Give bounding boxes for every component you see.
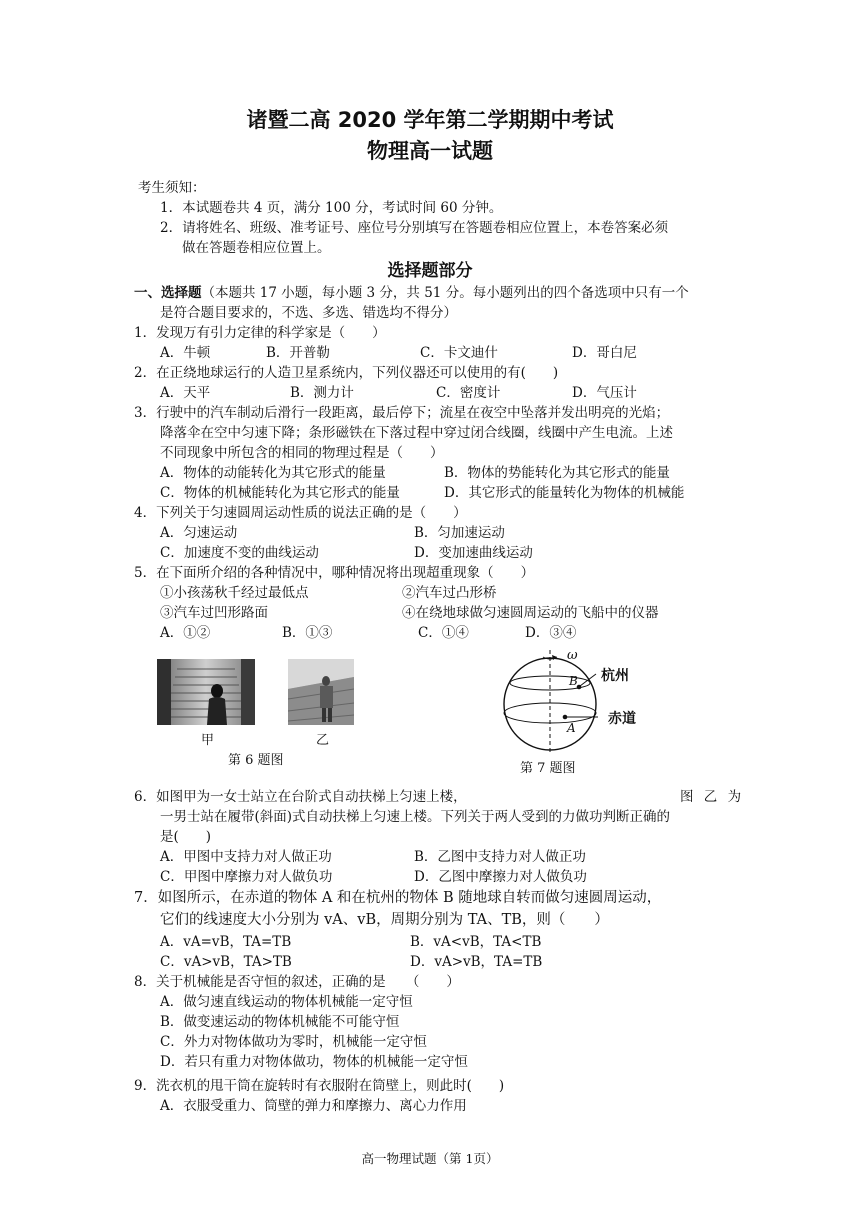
q3-stem-line2: 降落伞在空中匀速下降；条形磁铁在下落过程中穿过闭合线圈，线圈中产生电流。上述 bbox=[160, 425, 673, 441]
omega-label: ω bbox=[567, 648, 578, 663]
q5-option-b: B．①③ bbox=[282, 625, 333, 641]
q7-option-b: B．vA<vB，TA<TB bbox=[410, 934, 542, 950]
q6-stem-line1: 6．如图甲为一女士站立在台阶式自动扶梯上匀速上楼， bbox=[134, 789, 467, 805]
q9-option-a: A．衣服受重力、筒壁的弹力和摩擦力、离心力作用 bbox=[160, 1098, 467, 1114]
q8-option-a: A．做匀速直线运动的物体机械能一定守恒 bbox=[160, 994, 413, 1010]
q8-option-c: C．外力对物体做功为零时，机械能一定守恒 bbox=[160, 1034, 427, 1050]
q2-stem: 2．在正绕地球运行的人造卫星系统内，下列仪器还可以使用的有( ) bbox=[134, 365, 559, 381]
part-label: 一、选择题 bbox=[134, 285, 202, 301]
q4-stem: 4．下列关于匀速圆周运动性质的说法正确的是（ ） bbox=[134, 505, 467, 521]
q2-option-d: D．气压计 bbox=[572, 385, 637, 401]
escalator-photo-a bbox=[157, 659, 255, 725]
q6-stem-line3: 是( ) bbox=[160, 829, 212, 845]
q4-option-a: A．匀速运动 bbox=[160, 525, 238, 541]
q8-option-d: D．若只有重力对物体做功，物体的机械能一定守恒 bbox=[160, 1054, 468, 1070]
fig6-label-b: 乙 bbox=[316, 733, 330, 748]
q6-stem-line1-right: 图 乙 为 bbox=[680, 789, 742, 805]
notice-item-2-cont: 做在答题卷相应位置上。 bbox=[182, 240, 331, 256]
q4-option-b: B．匀加速运动 bbox=[414, 525, 505, 541]
q6-stem-line2: 一男士站在履带(斜面)式自动扶梯上匀速上楼。下列关于两人受到的力做功判断正确的 bbox=[160, 809, 671, 825]
q5-stem: 5．在下面所介绍的各种情况中，哪种情况将出现超重现象（ ） bbox=[134, 565, 535, 581]
q1-option-b: B．开普勒 bbox=[266, 345, 330, 361]
q5-case-2: ②汽车过凸形桥 bbox=[402, 585, 497, 601]
q7-stem-line1: 7．如图所示，在赤道的物体 A 和在杭州的物体 B 随地球自转而做匀速圆周运动， bbox=[134, 890, 662, 906]
section-title: 选择题部分 bbox=[387, 261, 473, 281]
hangzhou-label: 杭州 bbox=[601, 668, 629, 684]
q4-option-c: C．加速度不变的曲线运动 bbox=[160, 545, 319, 561]
earth-globe bbox=[504, 650, 598, 754]
q1-option-c: C．卡文迪什 bbox=[420, 345, 498, 361]
notice-item-1: 1．本试题卷共 4 页，满分 100 分，考试时间 60 分钟。 bbox=[160, 200, 503, 216]
part-desc-cont: 是符合题目要求的，不选、多选、错选均不得分） bbox=[160, 305, 457, 321]
q7-option-d: D．vA>vB，TA=TB bbox=[410, 954, 543, 970]
q3-option-c: C．物体的机械能转化为其它形式的能量 bbox=[160, 485, 400, 501]
fig6-label-a: 甲 bbox=[201, 733, 215, 748]
exam-subtitle: 物理高一试题 bbox=[367, 139, 493, 163]
q7-option-c: C．vA>vB，TA>TB bbox=[160, 954, 292, 970]
q5-option-c: C．①④ bbox=[418, 625, 469, 641]
page-footer: 高一物理试题（第 1页） bbox=[361, 1151, 499, 1166]
q5-case-3: ③汽车过凹形路面 bbox=[160, 605, 268, 621]
q2-option-a: A．天平 bbox=[160, 385, 211, 401]
q5-case-4: ④在绕地球做匀速圆周运动的飞船中的仪器 bbox=[402, 605, 659, 621]
q1-option-a: A．牛顿 bbox=[160, 345, 211, 361]
q3-option-b: B．物体的势能转化为其它形式的能量 bbox=[444, 465, 670, 481]
exam-title: 诸暨二高 2020 学年第二学期期中考试 bbox=[246, 108, 614, 132]
fig6-caption: 第 6 题图 bbox=[228, 753, 284, 768]
q3-stem-line1: 3．行驶中的汽车制动后滑行一段距离，最后停下；流星在夜空中坠落并发出明亮的光焰； bbox=[134, 405, 670, 421]
q7-option-a: A．vA=vB，TA=TB bbox=[160, 934, 292, 950]
q5-option-a: A．①② bbox=[160, 625, 211, 641]
q6-option-a: A．甲图中支持力对人做正功 bbox=[160, 849, 332, 865]
q9-stem: 9．洗衣机的甩干筒在旋转时有衣服附在筒壁上，则此时( ) bbox=[134, 1078, 505, 1094]
part-heading bbox=[134, 281, 689, 301]
q8-option-b: B．做变速运动的物体机械能不可能守恒 bbox=[160, 1014, 400, 1030]
q3-option-a: A．物体的动能转化为其它形式的能量 bbox=[160, 465, 386, 481]
q6-option-d: D．乙图中摩擦力对人做负功 bbox=[414, 869, 587, 885]
q2-option-b: B．测力计 bbox=[290, 385, 354, 401]
fig7-caption: 第 7 题图 bbox=[520, 761, 576, 776]
point-b-label: B bbox=[569, 674, 578, 688]
equator-label: 赤道 bbox=[608, 711, 636, 727]
q7-stem-line2: 它们的线速度大小分别为 vA、vB，周期分别为 TA、TB，则（ ） bbox=[160, 912, 609, 928]
point-a-label: A bbox=[567, 721, 576, 735]
q5-case-1: ①小孩荡秋千经过最低点 bbox=[160, 585, 309, 601]
escalator-photo-b bbox=[288, 659, 354, 725]
q4-option-d: D．变加速曲线运动 bbox=[414, 545, 533, 561]
notice-item-2: 2．请将姓名、班级、准考证号、座位号分别填写在答题卷相应位置上，本卷答案必须 bbox=[160, 220, 669, 236]
q1-option-d: D．哥白尼 bbox=[572, 345, 637, 361]
part-desc: （本题共 17 小题，每小题 3 分，共 51 分。每小题列出的四个备选项中只有一个 bbox=[201, 285, 689, 301]
notice-heading: 考生须知： bbox=[138, 180, 206, 196]
q8-stem: 8．关于机械能是否守恒的叙述，正确的是 （ ） bbox=[134, 974, 460, 990]
q5-option-d: D．③④ bbox=[525, 625, 577, 641]
q2-option-c: C．密度计 bbox=[436, 385, 501, 401]
q1-stem: 1．发现万有引力定律的科学家是（ ） bbox=[134, 325, 386, 341]
q6-option-c: C．甲图中摩擦力对人做负功 bbox=[160, 869, 333, 885]
q3-option-d: D．其它形式的能量转化为物体的机械能 bbox=[444, 485, 685, 501]
q6-option-b: B．乙图中支持力对人做正功 bbox=[414, 849, 586, 865]
q3-stem-line3: 不同现象中所包含的相同的物理过程是（ ） bbox=[160, 445, 444, 461]
